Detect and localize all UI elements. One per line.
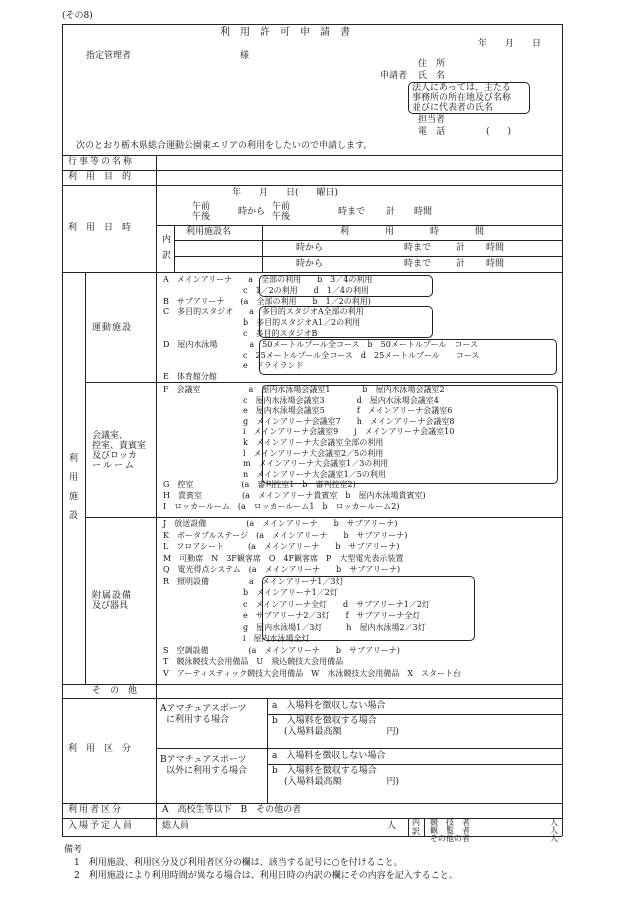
list-line: L フロアシート (a メインアリーナ b サブアリーナ)	[163, 542, 400, 551]
start-pm: 午後	[192, 212, 211, 222]
list-line: M 可動席 N 3F観客席 O 4F観客席 P 大型電光表示装置	[163, 553, 404, 563]
list-line: I ロッカールーム (a ロッカールーム1 b ロッカールーム2)	[163, 501, 400, 511]
notes-heading: 備考	[64, 845, 83, 855]
list-line: J 放送設備 (a メインアリーナ b サブアリーナ)	[163, 519, 398, 528]
total-persons-label: 総人員	[162, 821, 190, 831]
end-time-suffix: 時まで	[338, 207, 366, 217]
meeting-label-4: ールーム	[92, 461, 136, 471]
list-line: A メインアリーナ a 全部の利用 b 3／4の利用	[163, 275, 373, 284]
list-line: D 屋内水泳場 a 50メートルプール全コース b 50メートルプール コース	[163, 339, 479, 349]
division-a-label-2: に利用する場合	[166, 715, 230, 725]
list-line: b メインアリーナ1／2灯	[163, 588, 338, 597]
facility-name-header: 利用施設名	[186, 227, 232, 237]
list-line: b 多目的スタジオA1／2の利用	[163, 318, 361, 328]
division-a-option-b: b 入場料を徴収する場合	[272, 716, 377, 726]
list-line: K ポータブルステージ (a メインアリーナ b サブアリーナ)	[163, 530, 408, 540]
list-line: g 屋内水泳場1／3灯 h 屋内水泳場2／3灯	[163, 622, 426, 632]
total-label: 計	[386, 207, 396, 217]
list-line: g メインアリーナ会議室7 h メインアリーナ会議室8	[163, 416, 455, 426]
list-line: i 屋内水泳場全灯	[163, 634, 310, 643]
row1-until: 時まで	[404, 243, 432, 253]
equipment-label-1: 附属設備	[92, 591, 133, 601]
division-label: 利 用 区 分	[68, 744, 132, 754]
total-persons-unit: 人	[387, 821, 397, 831]
applicant-corp-note-2: 事務所の所在地及び名称	[412, 93, 512, 103]
others-unit: 人	[550, 834, 558, 843]
attendance-breakdown-1: 内	[412, 818, 420, 827]
breakdown-label-1: 内	[162, 235, 172, 245]
row1-hours: 時間	[486, 243, 505, 253]
list-line: H 貴賓室 (a メインアリーナ貴賓室 b 屋内水泳場貴賓室)	[163, 491, 426, 500]
division-b-option-b: b 入場料を徴収する場合	[272, 766, 377, 776]
list-line: S 空調設備 (a メインアリーナ b サブアリーナ)	[163, 645, 400, 655]
use-facility-label: 利 用 施 設	[69, 454, 79, 521]
applicant-contact-label: 担当者	[418, 115, 446, 125]
applicant-tel-paren: ( )	[486, 127, 512, 137]
datetime-label: 利 用 日 時	[68, 223, 132, 233]
athletes-unit: 人	[550, 818, 558, 827]
sports-facility-label: 運動施設	[92, 323, 133, 333]
applicant-corp-note-3: 並びに代表者の氏名	[412, 103, 494, 113]
row1-total: 計	[456, 243, 466, 253]
user-division-options: A 高校生等以下 B その他の者	[162, 805, 302, 815]
form-title: 利 用 許 可 申 請 書	[220, 27, 350, 38]
note-2: 2 利用施設により利用時間が異なる場合は、利用日時の内訳の欄にその内容を記入すること。	[74, 871, 458, 881]
note-1: 1 利用施設、利用区分及び利用者区分の欄は、該当する記号に○を付けること。	[74, 858, 403, 868]
applicant-corp-note-1: 法人にあっては、主たる	[412, 83, 511, 93]
list-line: Q 電光得点システム (a メインアリーナ b サブアリーナ)	[163, 565, 401, 574]
list-line: T 競泳競技大会用備品 U 飛込競技大会用備品	[163, 657, 344, 666]
list-line: c 25メートルプール全コース d 25メートルプール コース	[163, 350, 480, 360]
list-line: e 屋内水泳場会議室5 f メインアリーナ会議室6	[163, 406, 453, 416]
list-line: c 1／2の利用 d 1／4の利用	[163, 285, 369, 295]
others-label: その他の者	[430, 834, 470, 843]
start-am: 午前	[192, 202, 211, 212]
division-b-max-fee: (入場料最高額 円)	[284, 777, 400, 787]
user-division-label: 利用者区分	[68, 805, 124, 815]
applicant-label: 申請者	[380, 71, 408, 81]
intro-text: 次のとおり栃木県総合運動公園東エリアの利用をしたいので申請します。	[76, 141, 373, 151]
row2-until: 時まで	[404, 259, 432, 269]
row2-hours: 時間	[486, 259, 505, 269]
list-line: c 多目的スタジオB	[163, 329, 318, 338]
addressee-honorific: 様	[240, 51, 250, 61]
division-b-option-a: a 入場料を徴収しない場合	[272, 751, 386, 761]
applicant-tel-label: 電 話	[418, 127, 446, 137]
attendance-breakdown-2: 訳	[412, 827, 420, 836]
addressee: 指定管理者	[86, 51, 132, 61]
list-line: k メインアリーナ大会議室全部の利用	[163, 438, 384, 447]
end-pm: 午後	[272, 212, 291, 222]
purpose-label: 利 用 目 的	[68, 172, 132, 182]
list-line: l メインアリーナ大会議室2／5の利用	[163, 448, 384, 458]
division-b-label-2: 以外に利用する場合	[166, 766, 248, 776]
list-line: F 会議室 a 屋内水泳場会議室1 b 屋内水泳場会議室2	[163, 385, 445, 394]
row1-from: 時から	[296, 243, 324, 253]
meeting-label-3: 及びロッカ	[92, 451, 137, 461]
list-line: E 体育館分館	[163, 372, 217, 382]
equipment-label-2: 及び器具	[92, 601, 129, 611]
list-line: e ドライランド	[163, 361, 304, 371]
applicant-name-label: 氏 名	[418, 71, 446, 81]
spectators-unit: 人	[550, 826, 558, 835]
list-line: c 屋内水泳場会議室3 d 屋内水泳場会議室4	[163, 395, 439, 405]
attendance-label: 入場予定人員	[68, 821, 135, 831]
spectators-label: 観 覧 者	[430, 826, 470, 835]
list-line: n メインアリーナ大会議室1／5の利用	[163, 469, 386, 479]
row2-total: 計	[456, 259, 466, 269]
list-line: i メインアリーナ会議室9 j メインアリーナ会議室10	[163, 427, 455, 437]
end-am: 午前	[272, 202, 291, 212]
list-line: m メインアリーナ大会議室1／3の利用	[163, 459, 389, 469]
total-hours-label: 時間	[414, 207, 433, 217]
application-date: 年 月 日	[478, 39, 542, 49]
list-line: e サブアリーナ2／3灯 f サブアリーナ全灯	[163, 611, 421, 620]
breakdown-label-2: 訳	[162, 251, 172, 261]
list-line: R 照明設備 a メインアリーナ1／3灯	[163, 576, 344, 586]
row2-from: 時から	[296, 259, 324, 269]
event-name-label: 行事等の名称	[68, 157, 135, 167]
meeting-label-2: 控室、貴賓室	[92, 441, 147, 451]
athletes-label: 競 技 者	[430, 818, 470, 827]
list-line: V アーティスティック競技大会用備品 W 水泳競技大会用備品 X スタート台	[163, 668, 462, 678]
list-line: c メインアリーナ全灯 d サブアリーナ1／2灯	[163, 599, 430, 609]
other-label: そ の 他	[92, 686, 138, 696]
applicant-address-label: 住 所	[418, 59, 446, 69]
form-number: (その8)	[62, 11, 93, 21]
meeting-label-1: 会議室、	[92, 431, 129, 441]
usage-time-header: 利 用 時 間	[340, 227, 485, 237]
list-line: C 多目的スタジオ a 多目的スタジオA全部の利用	[163, 307, 364, 317]
division-a-label-1: Aアマチュアスポーツ	[160, 704, 247, 714]
list-line: G 控室 (a 審判控室1 b 審判控室2)	[163, 480, 356, 490]
date-field: 年 月 日( 曜日)	[232, 188, 339, 198]
list-line: B サブアリーナ (a 全部の利用 b 1／2の利用)	[163, 296, 371, 306]
division-a-option-a: a 入場料を徴収しない場合	[272, 701, 386, 711]
start-time-suffix: 時から	[238, 207, 266, 217]
division-a-max-fee: (入場料最高額 円)	[284, 727, 400, 737]
division-b-label-1: Bアマチュアスポーツ	[160, 755, 247, 765]
